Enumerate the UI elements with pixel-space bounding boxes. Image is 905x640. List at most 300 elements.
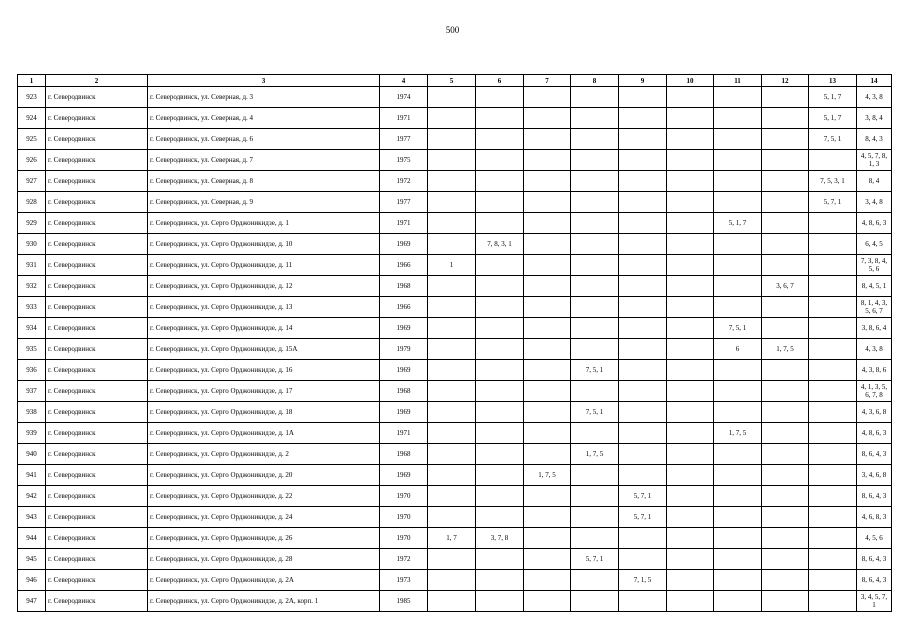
row-number: 933 [18,297,46,318]
row-number: 923 [18,87,46,108]
year-cell: 1969 [380,318,428,339]
header-row [18,75,892,87]
col8-cell [571,255,619,276]
col8-cell: 7, 5, 1 [571,360,619,381]
col13-cell [809,339,857,360]
col9-cell [619,276,667,297]
col13-cell [809,360,857,381]
col10-cell [667,87,714,108]
table-row [18,360,892,381]
col7-cell [524,255,571,276]
col9-cell [619,213,667,234]
col6-cell [476,87,524,108]
address-cell: г. Северодвинск, ул. Серго Орджоникидзе, д. 2 [148,444,380,465]
col12-cell [762,381,809,402]
col10-cell [667,507,714,528]
row-number: 942 [18,486,46,507]
col9-cell [619,444,667,465]
row-number: 932 [18,276,46,297]
col9-cell [619,591,667,612]
city-cell: г. Северодвинск [46,297,148,318]
city-cell: г. Северодвинск [46,255,148,276]
col12-cell [762,528,809,549]
col5-cell [428,507,476,528]
table-row [18,255,892,276]
col14-cell: 3, 8, 4 [857,108,892,129]
col7-cell [524,192,571,213]
col9-cell [619,150,667,171]
table-row [18,87,892,108]
row-number: 936 [18,360,46,381]
col7-cell [524,234,571,255]
address-cell: г. Северодвинск, ул. Серго Орджоникидзе, д. 24 [148,507,380,528]
year-cell: 1970 [380,528,428,549]
col5-cell [428,570,476,591]
year-cell: 1966 [380,255,428,276]
col14-cell: 4, 5, 6 [857,528,892,549]
col10-cell [667,276,714,297]
col6-cell [476,108,524,129]
column-header-9: 9 [619,75,667,87]
address-cell: г. Северодвинск, ул. Северная, д. 7 [148,150,380,171]
address-cell: г. Северодвинск, ул. Северная, д. 8 [148,171,380,192]
table-row [18,150,892,171]
col9-cell [619,129,667,150]
col13-cell: 7, 5, 3, 1 [809,171,857,192]
col8-cell [571,108,619,129]
col12-cell [762,465,809,486]
col10-cell [667,213,714,234]
col14-cell: 4, 6, 8, 3 [857,507,892,528]
city-cell: г. Северодвинск [46,360,148,381]
col10-cell [667,381,714,402]
col5-cell [428,192,476,213]
col6-cell [476,549,524,570]
col12-cell [762,297,809,318]
row-number: 934 [18,318,46,339]
table-row [18,213,892,234]
col5-cell [428,360,476,381]
col11-cell [714,570,762,591]
col10-cell [667,339,714,360]
address-cell: г. Северодвинск, ул. Серго Орджоникидзе, д. 2А, корп. 1 [148,591,380,612]
column-header-14: 14 [857,75,892,87]
col11-cell [714,528,762,549]
table-row [18,486,892,507]
table-row [18,276,892,297]
col8-cell [571,129,619,150]
col5-cell [428,234,476,255]
col10-cell [667,486,714,507]
col12-cell [762,171,809,192]
col11-cell: 5, 1, 7 [714,213,762,234]
col14-cell: 8, 4 [857,171,892,192]
col13-cell [809,570,857,591]
col13-cell [809,234,857,255]
col8-cell [571,87,619,108]
year-cell: 1985 [380,591,428,612]
col8-cell [571,381,619,402]
col5-cell [428,150,476,171]
col14-cell: 3, 4, 8 [857,192,892,213]
col14-cell: 4, 3, 8 [857,87,892,108]
col13-cell [809,255,857,276]
col6-cell [476,444,524,465]
col10-cell [667,444,714,465]
col6-cell: 7, 8, 3, 1 [476,234,524,255]
year-cell: 1969 [380,234,428,255]
col11-cell [714,87,762,108]
col5-cell [428,171,476,192]
table-row [18,192,892,213]
col8-cell [571,192,619,213]
col14-cell: 3, 4, 6, 8 [857,465,892,486]
row-number: 947 [18,591,46,612]
table-row [18,507,892,528]
col11-cell [714,171,762,192]
col7-cell [524,108,571,129]
year-cell: 1968 [380,381,428,402]
col14-cell: 3, 4, 5, 7, 1 [857,591,892,612]
col11-cell [714,297,762,318]
col12-cell [762,444,809,465]
col5-cell: 1 [428,255,476,276]
col12-cell [762,549,809,570]
col13-cell [809,423,857,444]
col8-cell [571,339,619,360]
year-cell: 1977 [380,192,428,213]
year-cell: 1968 [380,276,428,297]
col14-cell: 3, 8, 6, 4 [857,318,892,339]
col7-cell [524,150,571,171]
col12-cell: 1, 7, 5 [762,339,809,360]
col5-cell [428,549,476,570]
col8-cell [571,171,619,192]
col12-cell [762,423,809,444]
col10-cell [667,360,714,381]
address-cell: г. Северодвинск, ул. Серго Орджоникидзе, д. 1А [148,423,380,444]
col7-cell [524,318,571,339]
col11-cell: 7, 5, 1 [714,318,762,339]
col9-cell: 5, 7, 1 [619,486,667,507]
col11-cell [714,255,762,276]
col9-cell [619,360,667,381]
col8-cell [571,570,619,591]
year-cell: 1971 [380,108,428,129]
col9-cell [619,528,667,549]
col10-cell [667,255,714,276]
address-cell: г. Северодвинск, ул. Серго Орджоникидзе, д. 10 [148,234,380,255]
col14-cell: 4, 3, 8, 6 [857,360,892,381]
col9-cell [619,234,667,255]
col8-cell [571,528,619,549]
col13-cell [809,444,857,465]
col10-cell [667,591,714,612]
column-header-5: 5 [428,75,476,87]
col11-cell [714,444,762,465]
col8-cell [571,507,619,528]
col5-cell [428,87,476,108]
col13-cell [809,381,857,402]
col13-cell [809,486,857,507]
row-number: 944 [18,528,46,549]
row-number: 935 [18,339,46,360]
col6-cell: 3, 7, 8 [476,528,524,549]
col9-cell: 7, 1, 5 [619,570,667,591]
col14-cell: 4, 3, 8 [857,339,892,360]
city-cell: г. Северодвинск [46,339,148,360]
col5-cell [428,591,476,612]
column-header-4: 4 [380,75,428,87]
col12-cell [762,192,809,213]
row-number: 928 [18,192,46,213]
col11-cell: 1, 7, 5 [714,423,762,444]
table-row [18,549,892,570]
city-cell: г. Северодвинск [46,465,148,486]
column-header-11: 11 [714,75,762,87]
address-cell: г. Северодвинск, ул. Серго Орджоникидзе, д. 2А [148,570,380,591]
col7-cell [524,339,571,360]
table-row [18,108,892,129]
table-header [18,75,892,87]
col5-cell [428,129,476,150]
col13-cell: 5, 1, 7 [809,87,857,108]
col9-cell [619,423,667,444]
column-header-3: 3 [148,75,380,87]
col8-cell [571,234,619,255]
col13-cell [809,276,857,297]
col11-cell [714,591,762,612]
table-row [18,570,892,591]
col6-cell [476,381,524,402]
col13-cell [809,213,857,234]
address-cell: г. Северодвинск, ул. Серго Орджоникидзе, д. 28 [148,549,380,570]
col11-cell [714,150,762,171]
row-number: 943 [18,507,46,528]
city-cell: г. Северодвинск [46,87,148,108]
col6-cell [476,318,524,339]
col5-cell [428,339,476,360]
col6-cell [476,129,524,150]
city-cell: г. Северодвинск [46,276,148,297]
col11-cell [714,381,762,402]
col8-cell [571,423,619,444]
row-number: 924 [18,108,46,129]
col8-cell: 7, 5, 1 [571,402,619,423]
address-cell: г. Северодвинск, ул. Серго Орджоникидзе, д. 17 [148,381,380,402]
table-row [18,591,892,612]
col14-cell: 8, 6, 4, 3 [857,444,892,465]
col14-cell: 8, 6, 4, 3 [857,570,892,591]
city-cell: г. Северодвинск [46,213,148,234]
table-row [18,423,892,444]
col11-cell [714,402,762,423]
address-cell: г. Северодвинск, ул. Серго Орджоникидзе, д. 13 [148,297,380,318]
col7-cell [524,423,571,444]
col13-cell [809,402,857,423]
city-cell: г. Северодвинск [46,129,148,150]
table-row [18,234,892,255]
col14-cell: 8, 6, 4, 3 [857,549,892,570]
col12-cell [762,234,809,255]
year-cell: 1966 [380,297,428,318]
col11-cell [714,234,762,255]
col6-cell [476,171,524,192]
address-cell: г. Северодвинск, ул. Серго Орджоникидзе, д. 22 [148,486,380,507]
address-cell: г. Северодвинск, ул. Северная, д. 6 [148,129,380,150]
row-number: 938 [18,402,46,423]
row-number: 929 [18,213,46,234]
col6-cell [476,150,524,171]
city-cell: г. Северодвинск [46,591,148,612]
col13-cell: 7, 5, 1 [809,129,857,150]
year-cell: 1972 [380,171,428,192]
city-cell: г. Северодвинск [46,549,148,570]
year-cell: 1969 [380,465,428,486]
address-cell: г. Северодвинск, ул. Северная, д. 9 [148,192,380,213]
col12-cell [762,318,809,339]
col10-cell [667,465,714,486]
city-cell: г. Северодвинск [46,108,148,129]
col9-cell [619,87,667,108]
col14-cell: 4, 8, 6, 3 [857,213,892,234]
row-number: 940 [18,444,46,465]
table-row [18,339,892,360]
col10-cell [667,150,714,171]
row-number: 931 [18,255,46,276]
address-cell: г. Северодвинск, ул. Серго Орджоникидзе, д. 12 [148,276,380,297]
column-header-7: 7 [524,75,571,87]
col11-cell [714,129,762,150]
col7-cell [524,276,571,297]
col5-cell [428,108,476,129]
col7-cell [524,402,571,423]
col10-cell [667,570,714,591]
col5-cell [428,213,476,234]
col11-cell [714,108,762,129]
col6-cell [476,339,524,360]
col9-cell [619,192,667,213]
col14-cell: 4, 1, 3, 5, 6, 7, 8 [857,381,892,402]
col12-cell [762,213,809,234]
city-cell: г. Северодвинск [46,486,148,507]
col13-cell [809,549,857,570]
col8-cell [571,591,619,612]
col7-cell [524,360,571,381]
col11-cell [714,192,762,213]
col6-cell [476,360,524,381]
col8-cell [571,465,619,486]
column-header-6: 6 [476,75,524,87]
col5-cell [428,381,476,402]
col5-cell [428,318,476,339]
year-cell: 1971 [380,213,428,234]
address-cell: г. Северодвинск, ул. Серго Орджоникидзе, д. 16 [148,360,380,381]
col12-cell [762,507,809,528]
year-cell: 1979 [380,339,428,360]
col14-cell: 6, 4, 5 [857,234,892,255]
col11-cell [714,507,762,528]
col13-cell [809,150,857,171]
address-cell: г. Северодвинск, ул. Серго Орджоникидзе, д. 26 [148,528,380,549]
col8-cell: 1, 7, 5 [571,444,619,465]
col14-cell: 7, 3, 8, 4, 5, 6 [857,255,892,276]
col8-cell [571,150,619,171]
col14-cell: 4, 3, 6, 8 [857,402,892,423]
col5-cell [428,297,476,318]
col9-cell [619,465,667,486]
city-cell: г. Северодвинск [46,192,148,213]
table-body [18,87,892,612]
column-header-13: 13 [809,75,857,87]
col5-cell [428,444,476,465]
col10-cell [667,423,714,444]
col13-cell [809,465,857,486]
row-number: 939 [18,423,46,444]
row-number: 926 [18,150,46,171]
col11-cell [714,360,762,381]
col13-cell [809,591,857,612]
col7-cell [524,171,571,192]
col5-cell [428,402,476,423]
col10-cell [667,402,714,423]
col10-cell [667,528,714,549]
col7-cell [524,444,571,465]
address-cell: г. Северодвинск, ул. Северная, д. 3 [148,87,380,108]
col11-cell [714,486,762,507]
city-cell: г. Северодвинск [46,528,148,549]
address-cell: г. Северодвинск, ул. Серго Орджоникидзе, д. 18 [148,402,380,423]
col12-cell [762,591,809,612]
city-cell: г. Северодвинск [46,570,148,591]
col12-cell [762,108,809,129]
col12-cell [762,255,809,276]
col6-cell [476,486,524,507]
col6-cell [476,423,524,444]
col12-cell [762,570,809,591]
year-cell: 1971 [380,423,428,444]
table-row [18,402,892,423]
year-cell: 1972 [380,549,428,570]
year-cell: 1973 [380,570,428,591]
column-header-2: 2 [46,75,148,87]
table-row [18,528,892,549]
col12-cell [762,150,809,171]
address-cell: г. Северодвинск, ул. Серго Орджоникидзе, д. 14 [148,318,380,339]
col12-cell: 3, 6, 7 [762,276,809,297]
column-header-12: 12 [762,75,809,87]
table-row [18,465,892,486]
col7-cell [524,507,571,528]
table-row [18,171,892,192]
row-number: 925 [18,129,46,150]
year-cell: 1970 [380,486,428,507]
col6-cell [476,465,524,486]
col12-cell [762,129,809,150]
city-cell: г. Северодвинск [46,234,148,255]
col14-cell: 4, 8, 6, 3 [857,423,892,444]
year-cell: 1977 [380,129,428,150]
col8-cell: 5, 7, 1 [571,549,619,570]
col12-cell [762,360,809,381]
row-number: 937 [18,381,46,402]
col9-cell [619,108,667,129]
col6-cell [476,213,524,234]
col6-cell [476,297,524,318]
city-cell: г. Северодвинск [46,318,148,339]
city-cell: г. Северодвинск [46,444,148,465]
col13-cell [809,528,857,549]
